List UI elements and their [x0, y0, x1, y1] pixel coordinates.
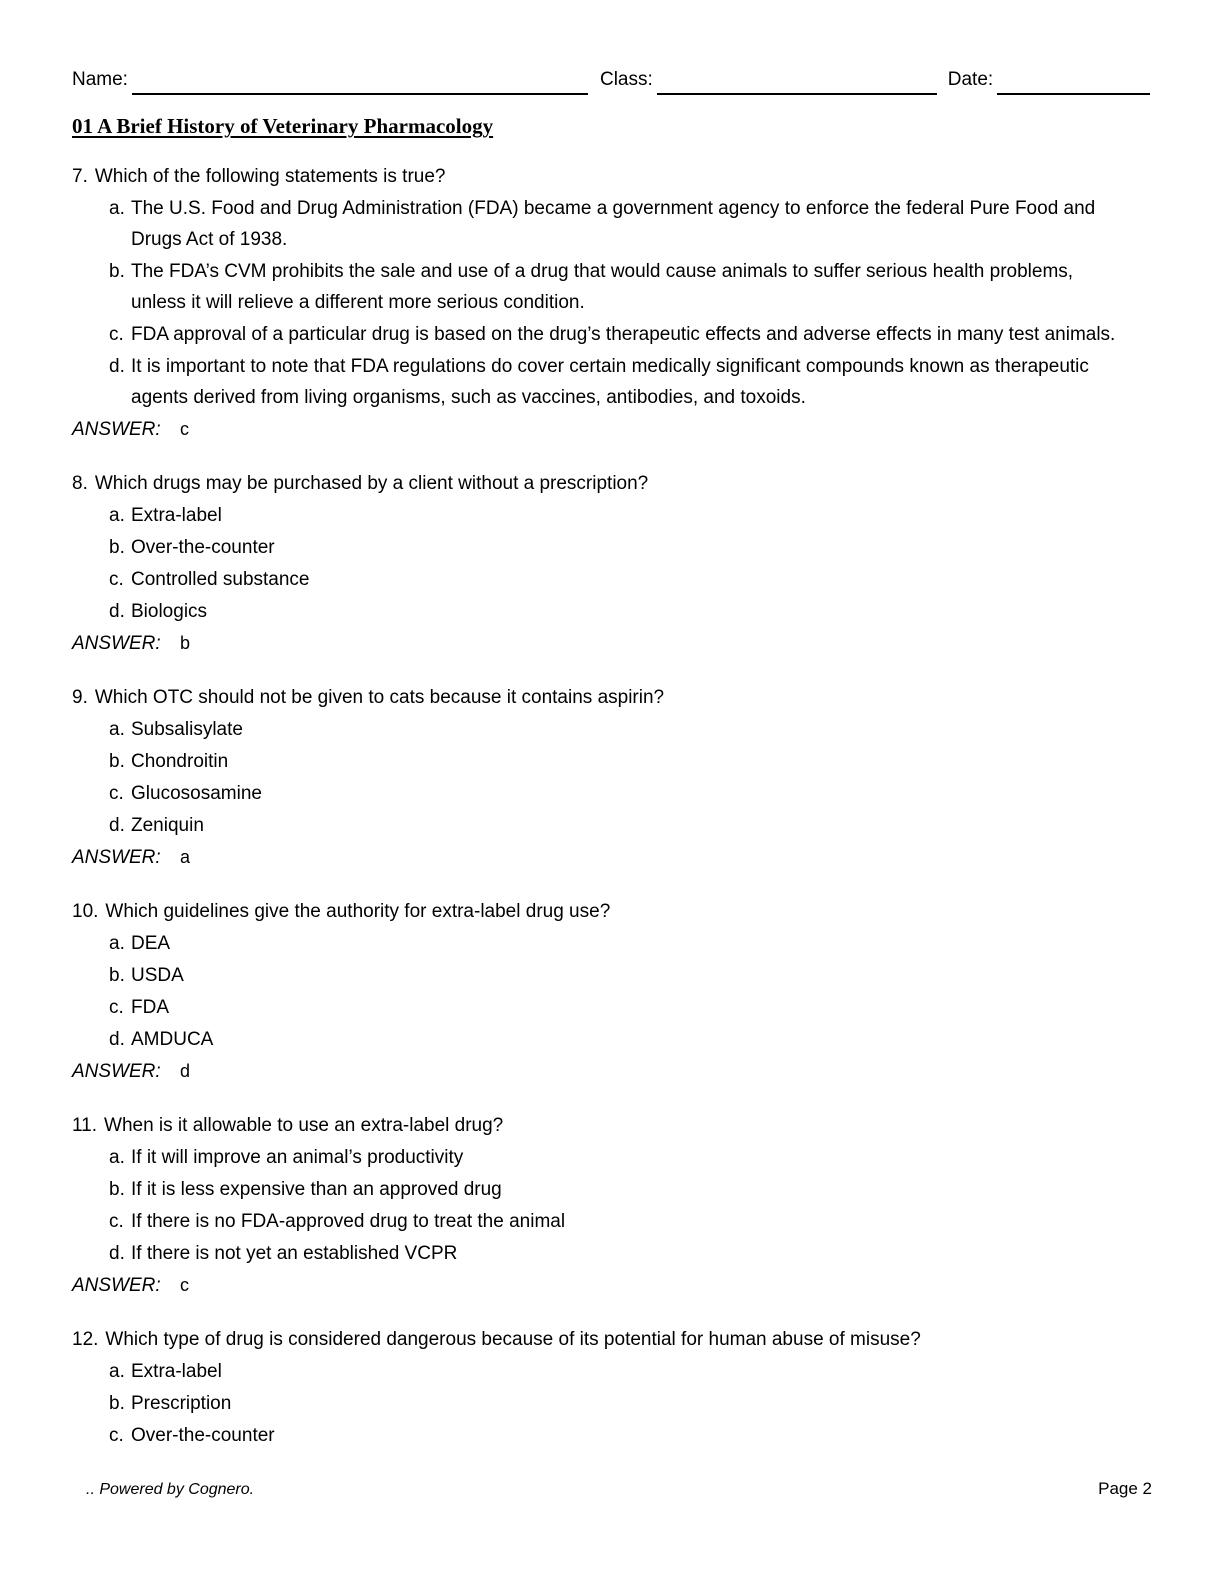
question-text: When is it allowable to use an extra-label drug? — [104, 1115, 504, 1136]
option-text: Extra-label — [131, 1361, 222, 1382]
option-row — [72, 960, 1152, 991]
option-row — [72, 500, 1152, 531]
option-text: Subsalisylate — [131, 719, 243, 740]
option-letter: c. — [109, 997, 124, 1018]
option-list — [72, 1142, 1152, 1269]
option-row — [72, 1356, 1152, 1387]
option-row — [72, 1388, 1152, 1419]
question-text: Which guidelines give the authority for extra-label drug use? — [105, 901, 611, 922]
option-letter: d. — [109, 601, 125, 622]
option-text: If it will improve an animal’s productivity — [131, 1147, 464, 1168]
date-label: Date: — [947, 69, 994, 90]
question-list — [72, 161, 1152, 1451]
question-line — [72, 1324, 1152, 1355]
name-label: Name: — [72, 69, 128, 90]
option-row — [72, 778, 1152, 809]
name-blank-line[interactable] — [132, 71, 588, 95]
answer-row — [72, 1270, 1152, 1301]
option-letter: c. — [109, 324, 124, 345]
option-letter: a. — [109, 505, 125, 526]
option-list — [72, 500, 1152, 627]
option-letter: d. — [109, 1243, 125, 1264]
option-letter: d. — [109, 356, 125, 377]
question-line — [72, 161, 1152, 192]
option-row — [72, 596, 1152, 627]
question-line — [72, 468, 1152, 499]
page-footer — [86, 1479, 1152, 1500]
answer-label: ANSWER: — [72, 1275, 161, 1296]
option-row — [72, 1238, 1152, 1269]
option-letter: d. — [109, 815, 125, 836]
question-number: 8. — [72, 473, 88, 494]
option-text: Zeniquin — [131, 815, 204, 836]
option-row — [72, 1206, 1152, 1237]
answer-value: b — [179, 633, 190, 653]
question-number: 7. — [72, 166, 88, 187]
question-block — [72, 1110, 1152, 1301]
class-blank-line[interactable] — [657, 71, 937, 95]
option-letter: c. — [109, 1425, 124, 1446]
option-text: Chondroitin — [131, 751, 229, 772]
answer-row — [72, 628, 1152, 659]
option-text: Over-the-counter — [131, 537, 275, 558]
option-letter: a. — [109, 719, 125, 740]
option-list — [72, 1356, 1152, 1451]
question-text: Which of the following statements is true? — [94, 166, 446, 187]
option-text: AMDUCA — [131, 1029, 214, 1050]
option-letter: c. — [109, 1211, 124, 1232]
option-text: FDA — [131, 997, 169, 1018]
question-block — [72, 896, 1152, 1087]
option-text: The FDA’s CVM prohibits the sale and use of a drug that would cause animals to suffer serious health problems, unless it will relieve a different more serious condition. — [131, 261, 1074, 313]
option-row — [72, 992, 1152, 1023]
question-line — [72, 896, 1152, 927]
option-letter: a. — [109, 198, 125, 219]
option-row — [72, 1024, 1152, 1055]
option-row — [72, 256, 1152, 318]
option-letter: b. — [109, 537, 125, 558]
question-line — [72, 1110, 1152, 1141]
option-letter: b. — [109, 261, 125, 282]
option-letter: a. — [109, 1361, 125, 1382]
option-text: USDA — [131, 965, 184, 986]
header-fill-in-row — [72, 64, 1152, 95]
option-row — [72, 928, 1152, 959]
option-letter: b. — [109, 751, 125, 772]
option-text: If it is less expensive than an approved drug — [131, 1179, 502, 1200]
question-number: 11. — [72, 1115, 98, 1136]
question-block — [72, 682, 1152, 873]
class-label: Class: — [599, 69, 653, 90]
option-list — [72, 193, 1152, 413]
option-text: Prescription — [131, 1393, 232, 1414]
answer-value: c — [179, 1275, 189, 1295]
option-letter: c. — [109, 783, 124, 804]
option-row — [72, 532, 1152, 563]
option-row — [72, 193, 1152, 255]
chapter-title: 01 A Brief History of Veterinary Pharmacology — [72, 114, 494, 138]
option-text: FDA approval of a particular drug is based on the drug’s therapeutic effects and adverse effects in many test animals. — [131, 324, 1116, 345]
answer-row — [72, 842, 1152, 873]
page-number: Page 2 — [1098, 1479, 1152, 1498]
date-blank-line[interactable] — [997, 71, 1150, 95]
option-text: Controlled substance — [131, 569, 310, 590]
question-number: 10. — [72, 901, 99, 922]
question-number: 9. — [72, 687, 88, 708]
option-text: Extra-label — [131, 505, 222, 526]
option-letter: d. — [109, 1029, 125, 1050]
question-text: Which drugs may be purchased by a client without a prescription? — [94, 473, 649, 494]
option-text: If there is no FDA-approved drug to treat the animal — [131, 1211, 566, 1232]
option-text: Biologics — [131, 601, 208, 622]
option-row — [72, 351, 1152, 413]
option-row — [72, 1142, 1152, 1173]
option-letter: a. — [109, 933, 125, 954]
option-row — [72, 810, 1152, 841]
powered-by-text: .. Powered by Cognero. — [86, 1481, 255, 1498]
question-block — [72, 468, 1152, 659]
option-text: DEA — [131, 933, 171, 954]
option-text: If there is not yet an established VCPR — [131, 1243, 458, 1264]
answer-row — [72, 414, 1152, 445]
option-list — [72, 928, 1152, 1055]
answer-label: ANSWER: — [72, 847, 161, 868]
answer-label: ANSWER: — [72, 419, 161, 440]
option-letter: a. — [109, 1147, 125, 1168]
question-line — [72, 682, 1152, 713]
option-letter: b. — [109, 965, 125, 986]
question-block — [72, 161, 1152, 445]
option-row — [72, 746, 1152, 777]
answer-label: ANSWER: — [72, 1061, 161, 1082]
answer-value: d — [179, 1061, 190, 1081]
option-row — [72, 1174, 1152, 1205]
answer-label: ANSWER: — [72, 633, 161, 654]
answer-value: c — [179, 419, 189, 439]
option-letter: b. — [109, 1179, 125, 1200]
question-text: Which OTC should not be given to cats because it contains aspirin? — [94, 687, 665, 708]
answer-value: a — [179, 847, 190, 867]
option-text: It is important to note that FDA regulations do cover certain medically significant compounds known as therapeutic agents derived from living organisms, such as vaccines, antibodies, and toxoids. — [131, 356, 1089, 408]
option-list — [72, 714, 1152, 841]
option-letter: c. — [109, 569, 124, 590]
option-row — [72, 564, 1152, 595]
option-text: The U.S. Food and Drug Administration (FDA) became a government agency to enforce the federal Pure Food and Drugs Act of 1938. — [131, 198, 1096, 250]
question-text: Which type of drug is considered dangerous because of its potential for human abuse of misuse? — [105, 1329, 921, 1350]
option-row — [72, 1420, 1152, 1451]
option-row — [72, 714, 1152, 745]
option-text: Glucososamine — [131, 783, 262, 804]
question-number: 12. — [72, 1329, 99, 1350]
option-row — [72, 319, 1152, 350]
option-letter: b. — [109, 1393, 125, 1414]
answer-row — [72, 1056, 1152, 1087]
question-block — [72, 1324, 1152, 1451]
option-text: Over-the-counter — [131, 1425, 275, 1446]
